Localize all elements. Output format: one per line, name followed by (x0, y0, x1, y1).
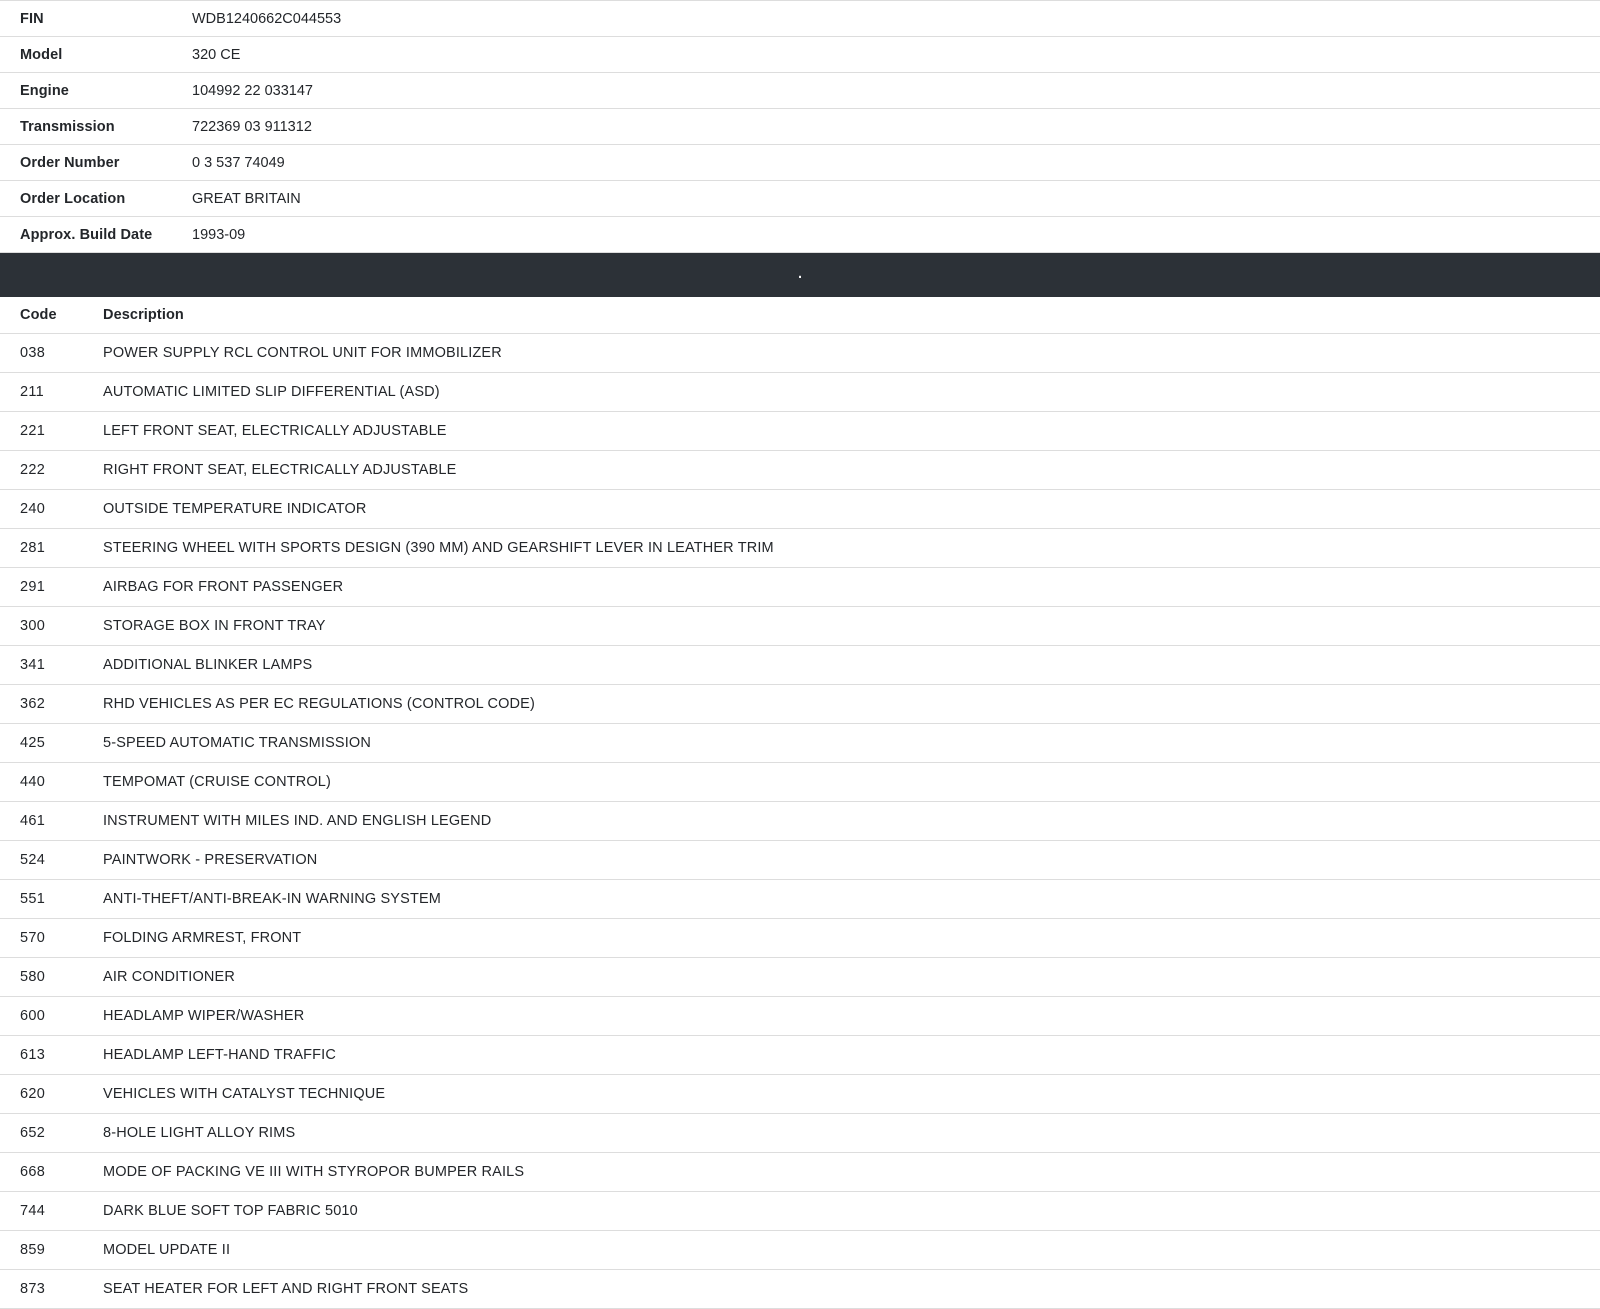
table-row (0, 529, 1600, 568)
table-row (0, 109, 1600, 145)
code-cell: 291 (0, 568, 103, 607)
code-cell: 211 (0, 373, 103, 412)
table-row (0, 1114, 1600, 1153)
info-label: Order Number (0, 145, 192, 181)
info-value: 1993-09 (192, 217, 1600, 253)
description-cell: 8-HOLE LIGHT ALLOY RIMS (103, 1114, 1600, 1153)
table-row (0, 958, 1600, 997)
code-cell: 281 (0, 529, 103, 568)
description-cell: STEERING WHEEL WITH SPORTS DESIGN (390 MM) AND GEARSHIFT LEVER IN LEATHER TRIM (103, 529, 1600, 568)
code-cell: 425 (0, 724, 103, 763)
code-cell: 038 (0, 334, 103, 373)
description-cell: RHD VEHICLES AS PER EC REGULATIONS (CONTROL CODE) (103, 685, 1600, 724)
table-row (0, 373, 1600, 412)
table-row (0, 37, 1600, 73)
code-cell: 362 (0, 685, 103, 724)
info-value: 722369 03 911312 (192, 109, 1600, 145)
info-value: GREAT BRITAIN (192, 181, 1600, 217)
table-row (0, 490, 1600, 529)
codes-table-body (0, 334, 1600, 1309)
info-label: FIN (0, 1, 192, 37)
description-cell: AUTOMATIC LIMITED SLIP DIFFERENTIAL (ASD) (103, 373, 1600, 412)
description-cell: VEHICLES WITH CATALYST TECHNIQUE (103, 1075, 1600, 1114)
code-cell: 461 (0, 802, 103, 841)
table-row (0, 841, 1600, 880)
description-cell: 5-SPEED AUTOMATIC TRANSMISSION (103, 724, 1600, 763)
code-cell: 873 (0, 1270, 103, 1309)
description-cell: HEADLAMP LEFT-HAND TRAFFIC (103, 1036, 1600, 1075)
table-row (0, 919, 1600, 958)
description-cell: AIR CONDITIONER (103, 958, 1600, 997)
table-row (0, 763, 1600, 802)
code-cell: 240 (0, 490, 103, 529)
table-row (0, 1036, 1600, 1075)
description-cell: PAINTWORK - PRESERVATION (103, 841, 1600, 880)
table-row (0, 1, 1600, 37)
code-cell: 300 (0, 607, 103, 646)
code-cell: 580 (0, 958, 103, 997)
equipment-codes-table (0, 297, 1600, 1309)
info-value: 0 3 537 74049 (192, 145, 1600, 181)
info-label: Engine (0, 73, 192, 109)
table-row (0, 646, 1600, 685)
section-separator-band (0, 253, 1600, 297)
info-label: Transmission (0, 109, 192, 145)
description-cell: LEFT FRONT SEAT, ELECTRICALLY ADJUSTABLE (103, 412, 1600, 451)
table-row (0, 181, 1600, 217)
code-cell: 440 (0, 763, 103, 802)
description-cell: INSTRUMENT WITH MILES IND. AND ENGLISH LEGEND (103, 802, 1600, 841)
table-row (0, 724, 1600, 763)
info-label: Order Location (0, 181, 192, 217)
table-row (0, 880, 1600, 919)
code-cell: 221 (0, 412, 103, 451)
description-cell: RIGHT FRONT SEAT, ELECTRICALLY ADJUSTABLE (103, 451, 1600, 490)
table-row (0, 1231, 1600, 1270)
description-cell: OUTSIDE TEMPERATURE INDICATOR (103, 490, 1600, 529)
code-cell: 859 (0, 1231, 103, 1270)
codes-table-head (0, 297, 1600, 334)
info-value: WDB1240662C044553 (192, 1, 1600, 37)
column-header-code: Code (0, 297, 103, 334)
code-cell: 744 (0, 1192, 103, 1231)
table-row (0, 1153, 1600, 1192)
table-row (0, 1270, 1600, 1309)
code-cell: 524 (0, 841, 103, 880)
codes-table-header-row (0, 297, 1600, 334)
description-cell: DARK BLUE SOFT TOP FABRIC 5010 (103, 1192, 1600, 1231)
code-cell: 222 (0, 451, 103, 490)
code-cell: 620 (0, 1075, 103, 1114)
description-cell: POWER SUPPLY RCL CONTROL UNIT FOR IMMOBILIZER (103, 334, 1600, 373)
info-label: Model (0, 37, 192, 73)
table-row (0, 1075, 1600, 1114)
code-cell: 652 (0, 1114, 103, 1153)
info-value: 104992 22 033147 (192, 73, 1600, 109)
column-header-description: Description (103, 297, 1600, 334)
table-row (0, 73, 1600, 109)
table-row (0, 145, 1600, 181)
table-row (0, 451, 1600, 490)
description-cell: SEAT HEATER FOR LEFT AND RIGHT FRONT SEATS (103, 1270, 1600, 1309)
code-cell: 551 (0, 880, 103, 919)
table-row (0, 607, 1600, 646)
table-row (0, 802, 1600, 841)
table-row (0, 1192, 1600, 1231)
description-cell: MODEL UPDATE II (103, 1231, 1600, 1270)
description-cell: MODE OF PACKING VE III WITH STYROPOR BUMPER RAILS (103, 1153, 1600, 1192)
band-label: . (797, 261, 803, 283)
vehicle-info-table (0, 0, 1600, 253)
code-cell: 668 (0, 1153, 103, 1192)
description-cell: ANTI-THEFT/ANTI-BREAK-IN WARNING SYSTEM (103, 880, 1600, 919)
table-row (0, 412, 1600, 451)
description-cell: FOLDING ARMREST, FRONT (103, 919, 1600, 958)
description-cell: STORAGE BOX IN FRONT TRAY (103, 607, 1600, 646)
vehicle-info-body (0, 1, 1600, 253)
description-cell: AIRBAG FOR FRONT PASSENGER (103, 568, 1600, 607)
description-cell: ADDITIONAL BLINKER LAMPS (103, 646, 1600, 685)
description-cell: TEMPOMAT (CRUISE CONTROL) (103, 763, 1600, 802)
description-cell: HEADLAMP WIPER/WASHER (103, 997, 1600, 1036)
code-cell: 613 (0, 1036, 103, 1075)
code-cell: 341 (0, 646, 103, 685)
table-row (0, 685, 1600, 724)
info-value: 320 CE (192, 37, 1600, 73)
info-label: Approx. Build Date (0, 217, 192, 253)
table-row (0, 568, 1600, 607)
code-cell: 600 (0, 997, 103, 1036)
table-row (0, 334, 1600, 373)
code-cell: 570 (0, 919, 103, 958)
table-row (0, 997, 1600, 1036)
table-row (0, 217, 1600, 253)
